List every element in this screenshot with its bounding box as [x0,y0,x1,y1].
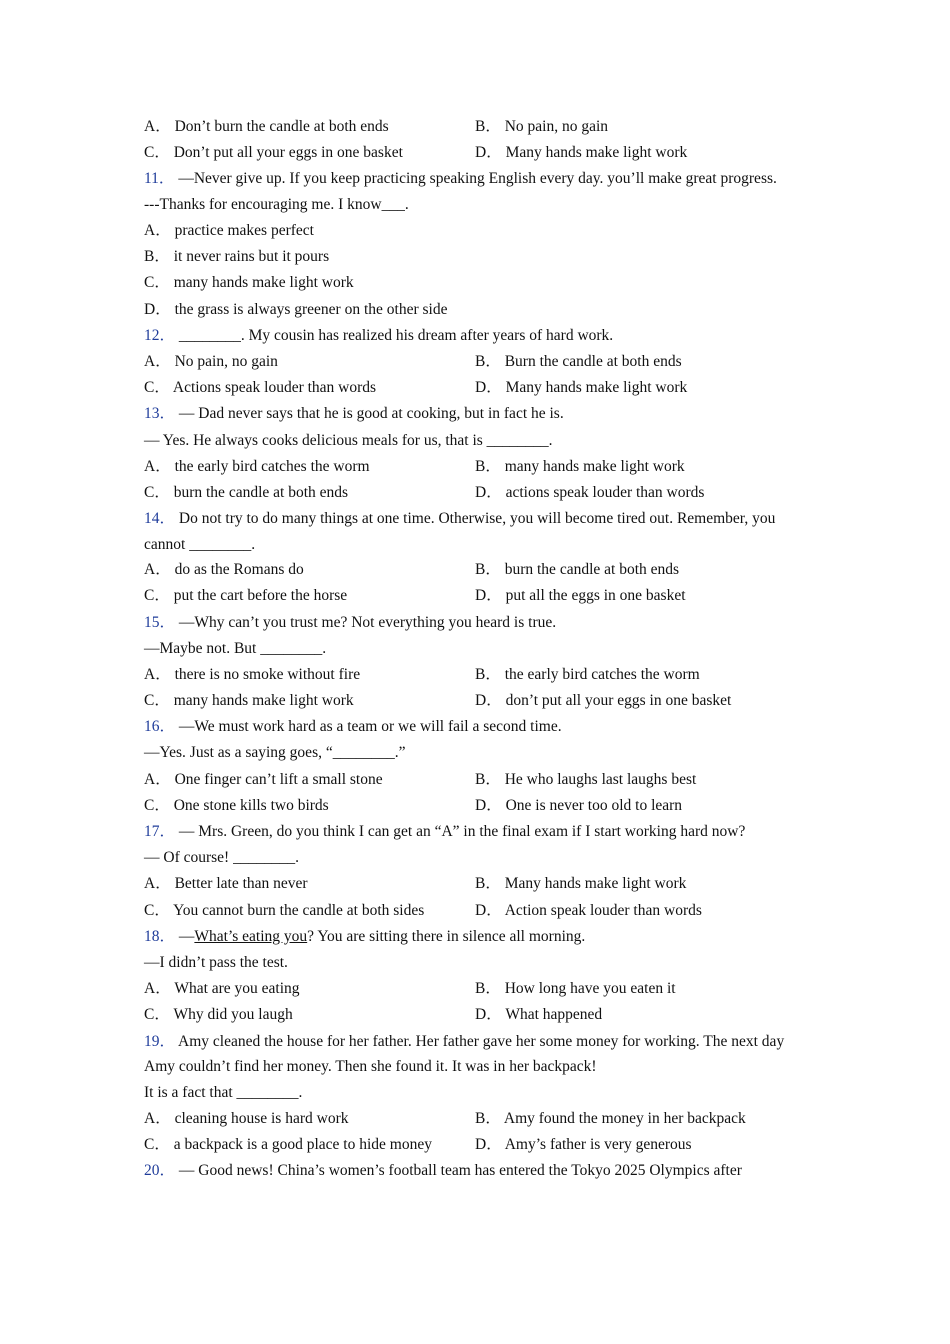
q17-options-row2 [144,898,814,924]
q10-option-b[interactable]: B． No pain, no gain [475,118,609,135]
question-number: 18． [144,927,176,945]
question-number: 14． [144,510,176,528]
q15-reply: —Maybe not. But ________. [144,639,327,657]
q12-options-row2 [144,375,814,401]
q11-stem: 11． —Never give up. If you keep practicing speaking English every day. you’ll make great progress. [144,170,777,188]
q14-stem: 14． Do not try to do many things at one time. Otherwise, you will become tired out. Remember, you cannot ________. [144,510,776,553]
q13-reply: — Yes. He always cooks delicious meals for us, that is ________. [144,431,553,449]
q15-option-c[interactable]: C． many hands make light work [144,692,354,710]
q16-option-b[interactable]: B． He who laughs last laughs best [475,770,697,788]
underlined-phrase: What’s eating you [194,927,308,945]
q16-reply: —Yes. Just as a saying goes, “________.” [144,744,406,762]
question-number: 15． [144,613,176,631]
q11-option-b[interactable]: B． it never rains but it pours [144,248,330,266]
q18-options-row1 [144,976,814,1002]
q12-options-row1 [144,349,814,375]
q18-options-row2 [144,1002,814,1028]
q14-option-b[interactable]: B． burn the candle at both ends [475,561,680,579]
q13-stem: 13． — Dad never says that he is good at cooking, but in fact he is. [144,405,564,423]
question-number: 19． [144,1032,176,1050]
q13-options-row1 [144,454,814,480]
q14-option-c[interactable]: C． put the cart before the horse [144,587,348,605]
q18-option-a[interactable]: A． What are you eating [144,980,300,998]
q17-option-a[interactable]: A． Better late than never [144,875,308,893]
question-number: 11． [144,170,175,188]
q10-options-row2 [144,140,814,166]
question-number: 17． [144,823,176,840]
q12-option-d[interactable]: D． Many hands make light work [475,379,688,397]
q11-option-c[interactable]: C． many hands make light work [144,274,354,292]
q15-options-row2 [144,688,814,714]
q14-option-a[interactable]: A． do as the Romans do [144,561,304,579]
q18-option-d[interactable]: D． What happened [475,1006,603,1024]
q16-options-row1 [144,767,814,793]
question-number: 13． [144,405,176,423]
q18-option-b[interactable]: B． How long have you eaten it [475,980,676,998]
q19-option-d[interactable]: D． Amy’s father is very generous [475,1135,692,1153]
q15-options-row1 [144,662,814,688]
q19-option-c[interactable]: C． a backpack is a good place to hide money [144,1135,432,1153]
q17-option-c[interactable]: C． You cannot burn the candle at both sides [144,901,425,919]
q16-stem: 16． —We must work hard as a team or we will fail a second time. [144,718,562,736]
q19-options-row1 [144,1106,814,1132]
exercise-page [144,114,814,1184]
q10-option-a[interactable]: A． Don’t burn the candle at both ends [144,118,389,135]
q12-stem: 12． ________. My cousin has realized his dream after years of hard work. [144,326,614,344]
q13-option-d[interactable]: D． actions speak louder than words [475,483,705,501]
q14-options-row2 [144,583,814,609]
q10-option-c[interactable]: C． Don’t put all your eggs in one basket [144,144,403,162]
q10-option-d[interactable]: D． Many hands make light work [475,144,688,162]
q19-options-row2 [144,1132,814,1158]
q19-reply: It is a fact that ________. [144,1083,303,1101]
q17-options-row1 [144,871,814,897]
q19-option-b[interactable]: B． Amy found the money in her backpack [475,1109,746,1127]
q11-reply: ---Thanks for encouraging me. I know___. [144,195,409,213]
q15-option-b[interactable]: B． the early bird catches the worm [475,665,700,683]
q16-option-a[interactable]: A． One finger can’t lift a small stone [144,770,383,788]
q14-option-d[interactable]: D． put all the eggs in one basket [475,587,686,605]
question-number: 16． [144,718,176,736]
question-number: 20． [144,1162,176,1180]
q11-option-d[interactable]: D． the grass is always greener on the other side [144,300,448,318]
q13-option-c[interactable]: C． burn the candle at both ends [144,483,349,501]
question-number: 12． [144,326,176,344]
q12-option-b[interactable]: B． Burn the candle at both ends [475,353,682,370]
q19-option-a[interactable]: A． cleaning house is hard work [144,1109,349,1127]
q13-options-row2 [144,480,814,506]
q16-option-c[interactable]: C． One stone kills two birds [144,796,329,814]
q17-option-b[interactable]: B． Many hands make light work [475,875,687,893]
q18-reply: —I didn’t pass the test. [144,953,288,971]
q18-stem: 18． —What’s eating you? You are sitting there in silence all morning. [144,927,586,945]
q16-options-row2 [144,793,814,819]
q15-option-a[interactable]: A． there is no smoke without fire [144,665,361,683]
q17-option-d[interactable]: D． Action speak louder than words [475,901,702,919]
q13-option-a[interactable]: A． the early bird catches the worm [144,457,370,475]
q12-option-c[interactable]: C． Actions speak louder than words [144,379,377,397]
q13-option-b[interactable]: B． many hands make light work [475,457,685,475]
q15-stem: 15． —Why can’t you trust me? Not everything you heard is true. [144,613,557,631]
q11-option-a[interactable]: A． practice makes perfect [144,222,314,240]
q12-option-a[interactable]: A． No pain, no gain [144,353,278,370]
q18-option-c[interactable]: C． Why did you laugh [144,1006,293,1024]
q20-stem: 20． — Good news! China’s women’s football team has entered the Tokyo 2025 Olympics after [144,1162,742,1180]
q10-options-row1 [144,114,814,140]
q14-options-row1 [144,557,814,583]
q17-stem: 17． — Mrs. Green, do you think I can get an “A” in the final exam if I start working hard now? [144,823,746,840]
q19-stem: 19． Amy cleaned the house for her father. Her father gave her some money for working. The next day Amy couldn’t find her money. Then she found it. It was in her backpack! [144,1032,785,1075]
q16-option-d[interactable]: D． One is never too old to learn [475,796,683,814]
q15-option-d[interactable]: D． don’t put all your eggs in one basket [475,692,732,710]
q17-reply: — Of course! ________. [144,849,299,867]
